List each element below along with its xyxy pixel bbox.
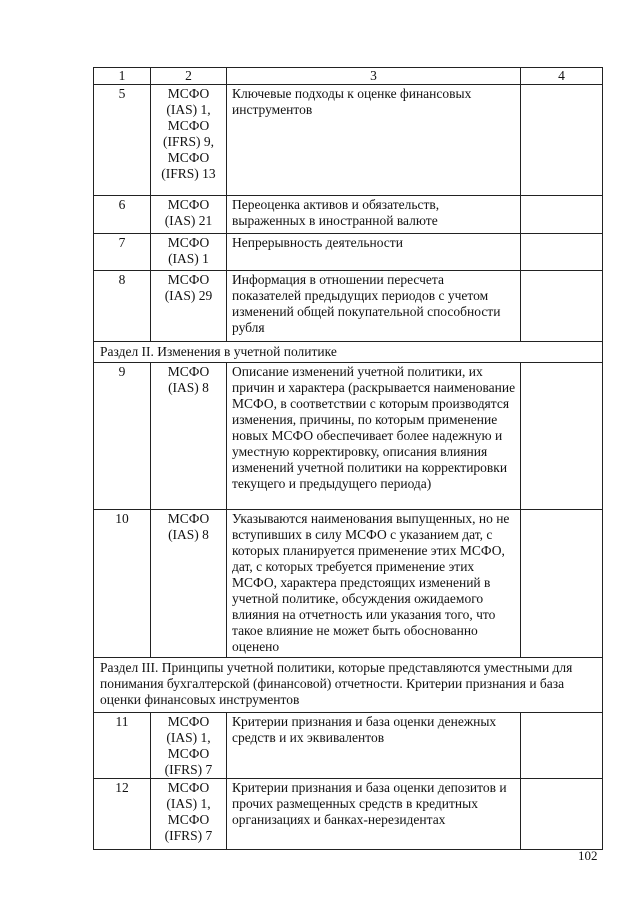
row-number: 7 [94,234,151,271]
row-note [521,85,603,196]
row-note [521,779,603,850]
row-note [521,363,603,510]
section-row [94,658,603,713]
section-row [94,342,603,363]
page-number: 102 [578,848,598,863]
row-description: Переоценка активов и обязательств, выраженных в иностранной валюте [227,196,521,234]
row-note [521,510,603,658]
row-number: 8 [94,271,151,342]
row-number: 10 [94,510,151,658]
standard-reference: МСФО (IAS) 1, МСФО (IFRS) 7 [151,779,227,850]
section-heading: Раздел III. Принципы учетной политики, которые представляются уместными для понимания бухгалтерской (финансовой) отчетности. Критерии признания и база оценки финансовых инструментов [94,658,603,713]
row-number: 5 [94,85,151,196]
section-heading: Раздел II. Изменения в учетной политике [94,342,603,363]
row-description: Указываются наименования выпущенных, но не вступивших в силу МСФО с указанием дат, с которых планируется применение этих МСФО, дат, с которых требуется применение этих МСФО, характера предстоящих изменений в учетной политике, обсуждения ожидаемого влияния на отчетность или указания того, что такое влияние не может быть обоснованно оценено [227,510,521,658]
row-note [521,713,603,779]
row-note [521,196,603,234]
table-row [94,713,603,779]
row-number: 6 [94,196,151,234]
table-row [94,779,603,850]
header-col-3: 3 [227,68,521,85]
header-col-1: 1 [94,68,151,85]
table-row [94,196,603,234]
accounting-policy-table [93,67,603,850]
table-row [94,510,603,658]
standard-reference: МСФО (IAS) 8 [151,363,227,510]
table-row [94,234,603,271]
header-row [94,68,603,85]
standard-reference: МСФО (IAS) 1 [151,234,227,271]
table-body [94,68,603,850]
standard-reference: МСФО (IAS) 21 [151,196,227,234]
standard-reference: МСФО (IAS) 1, МСФО (IFRS) 9, МСФО (IFRS) 13 [151,85,227,196]
row-note [521,271,603,342]
table-row [94,85,603,196]
header-col-4: 4 [521,68,603,85]
table-row [94,271,603,342]
row-number: 11 [94,713,151,779]
row-description: Ключевые подходы к оценке финансовых инструментов [227,85,521,196]
row-number: 9 [94,363,151,510]
row-description: Информация в отношении пересчета показателей предыдущих периодов с учетом изменений общей покупательной способности рубля [227,271,521,342]
row-description: Непрерывность деятельности [227,234,521,271]
standard-reference: МСФО (IAS) 29 [151,271,227,342]
row-description: Критерии признания и база оценки депозитов и прочих размещенных средств в кредитных организациях и банках-нерезидентах [227,779,521,850]
header-col-2: 2 [151,68,227,85]
standard-reference: МСФО (IAS) 1, МСФО (IFRS) 7 [151,713,227,779]
row-description: Критерии признания и база оценки денежных средств и их эквивалентов [227,713,521,779]
row-number: 12 [94,779,151,850]
row-description: Описание изменений учетной политики, их причин и характера (раскрывается наименование МСФО, в соответствии с которым производятся изменения, причины, по которым применение новых МСФО обеспечивает более надежную и уместную корректировку, описания влияния изменений учетной политики на корректировки текущего и предыдущего периода) [227,363,521,510]
table-row [94,363,603,510]
standard-reference: МСФО (IAS) 8 [151,510,227,658]
row-note [521,234,603,271]
